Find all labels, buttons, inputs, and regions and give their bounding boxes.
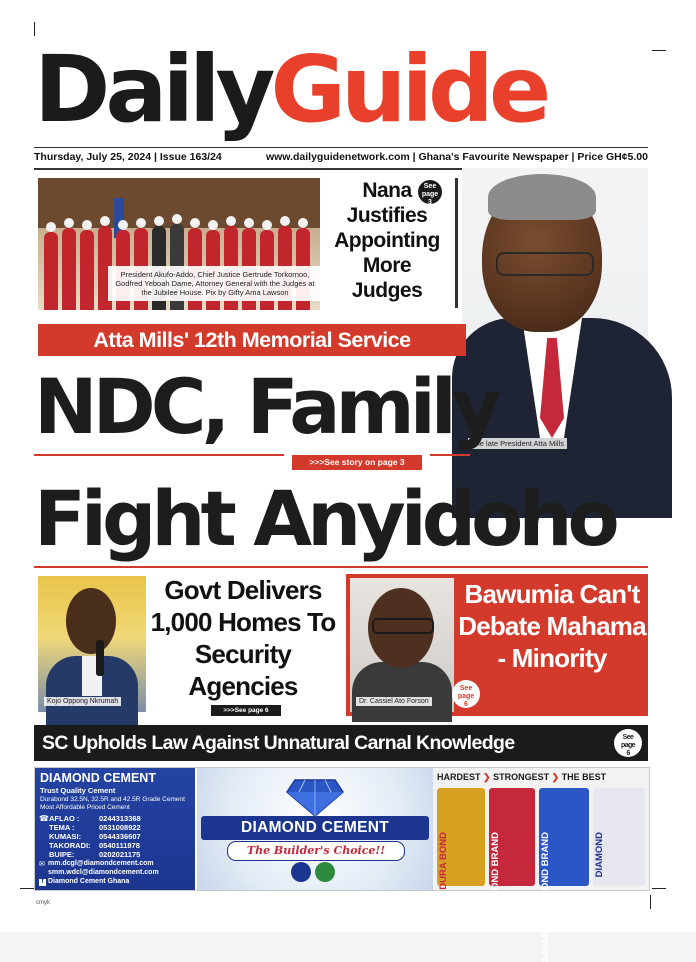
bag-label: DIAMOND BRAND bbox=[490, 832, 501, 915]
badge-page: page bbox=[621, 742, 635, 749]
crop-mark bbox=[34, 22, 35, 36]
phone-city: TAKORADI: bbox=[49, 841, 91, 850]
see-page-badge bbox=[418, 180, 442, 204]
advert-email[interactable]: mm.dcgl@diamondcement.com bbox=[48, 860, 154, 867]
phone-city: BUIPE: bbox=[49, 850, 75, 859]
advert-logo-panel bbox=[197, 768, 433, 890]
atta-mills-caption: The late President Atta Mills bbox=[468, 438, 567, 449]
tag-strongest: STRONGEST bbox=[493, 772, 550, 782]
judge-figure bbox=[62, 228, 76, 310]
person-body bbox=[352, 662, 452, 722]
headline-rule bbox=[34, 454, 284, 456]
glasses bbox=[372, 618, 434, 634]
tag-best: THE BEST bbox=[561, 772, 607, 782]
dateline bbox=[34, 147, 648, 166]
phone-number[interactable]: 0531008922 bbox=[99, 823, 141, 832]
cement-bag bbox=[593, 788, 645, 886]
section-rule bbox=[34, 566, 648, 568]
bag-label: SAVANNA DIAMOND BRAND bbox=[540, 832, 551, 962]
cement-bag bbox=[489, 788, 535, 915]
crop-mark bbox=[652, 888, 666, 889]
judges-photo bbox=[38, 178, 320, 310]
cement-bag bbox=[539, 788, 589, 962]
diamond-icon bbox=[285, 778, 345, 818]
strength-tagline bbox=[437, 772, 606, 783]
newspaper-logo bbox=[34, 36, 547, 143]
advert-grades: Durabond 32.5N, 32.5R and 42.5R Grade Cement bbox=[40, 796, 185, 803]
top-story-headline: Nana Justifies Appointing More Judges bbox=[334, 179, 440, 302]
badge-page: page bbox=[421, 191, 439, 198]
bawumia-headline: Bawumia Can't Debate Mahama - Minority bbox=[458, 579, 646, 673]
advert-afford: Most Affordable Priced Cement bbox=[40, 804, 130, 811]
phone-city: AFLAO : bbox=[49, 814, 80, 823]
badge-num: 6 bbox=[464, 701, 468, 708]
see-page-badge bbox=[614, 729, 642, 757]
phone-city: KUMASI: bbox=[49, 832, 82, 841]
advert-email[interactable]: smm.wdcl@diamondcement.com bbox=[48, 869, 159, 876]
sc-headline: SC Upholds Law Against Unnatural Carnal Knowledge bbox=[42, 732, 515, 754]
lead-kicker: Atta Mills' 12th Memorial Service bbox=[38, 324, 466, 356]
phone-number[interactable]: 0244313368 bbox=[99, 814, 141, 823]
logo-guide: Guide bbox=[270, 36, 547, 143]
see-page-badge bbox=[452, 680, 480, 708]
advert-banner: DIAMOND CEMENT bbox=[201, 816, 429, 840]
see-page-link[interactable]: >>>See page 6 bbox=[211, 705, 281, 716]
crop-mark bbox=[20, 888, 34, 889]
badge-page: page bbox=[457, 693, 475, 700]
cert-badge-icon bbox=[291, 862, 311, 882]
cert-badge-icon bbox=[315, 862, 335, 882]
see-story-link[interactable]: >>>See story on page 3 bbox=[292, 455, 422, 470]
crop-mark bbox=[650, 895, 651, 909]
judges-photo-caption: President Akufo-Addo, Chief Justice Gertrude Torkornoo, Godfred Yeboah Dame, Attorney General with the Judges at the Jubilee House. Pix by Gifty Ama Lawson bbox=[108, 266, 322, 301]
kojo-oppong-nkrumah-photo bbox=[38, 576, 146, 712]
bag-label: DURA BOND bbox=[438, 832, 449, 890]
website-price: www.dailyguidenetwork.com | Ghana's Favourite Newspaper | Price GH¢5.00 bbox=[265, 151, 648, 163]
badge-see: See bbox=[423, 183, 437, 190]
tag-hardest: HARDEST bbox=[437, 772, 481, 782]
email-icon: ✉ bbox=[39, 861, 45, 868]
phone-city: TEMA : bbox=[49, 823, 75, 832]
govt-headline: Govt Delivers 1,000 Homes To Security Agencies bbox=[150, 575, 336, 701]
badge-see: See bbox=[622, 734, 634, 741]
lead-headline-line2: Fight Anyidoho bbox=[34, 474, 615, 563]
advert-tagline: Trust Quality Cement bbox=[40, 786, 116, 795]
advert-product-panel bbox=[433, 768, 649, 962]
advert-slogan: The Builder's Choice!! bbox=[227, 841, 405, 861]
masthead bbox=[34, 36, 664, 143]
sc-story-bar bbox=[34, 725, 648, 761]
kojo-caption: Kojo Oppong Nkrumah bbox=[44, 697, 121, 706]
badge-num: 6 bbox=[626, 750, 630, 757]
date-issue: Thursday, July 25, 2024 | Issue 163/24 bbox=[34, 151, 222, 163]
cassiel-caption: Dr. Cassiel Ato Forson bbox=[356, 697, 432, 706]
print-code: cmyk bbox=[36, 900, 50, 906]
phone-icon: ☎ bbox=[39, 814, 49, 823]
badge-num: 3 bbox=[428, 199, 432, 206]
arrow-icon: ❯ bbox=[549, 772, 562, 782]
cement-bag bbox=[437, 788, 485, 890]
judge-figure bbox=[44, 232, 58, 310]
facebook-icon: f bbox=[39, 879, 46, 886]
person-head bbox=[66, 588, 116, 654]
phone-number[interactable]: 0202021175 bbox=[99, 850, 141, 859]
cassiel-ato-forson-photo bbox=[350, 578, 454, 712]
microphone bbox=[96, 640, 104, 676]
lead-headline-line1: NDC, Family bbox=[34, 362, 497, 451]
headline-rule bbox=[430, 454, 470, 456]
logo-daily: Daily bbox=[34, 36, 271, 143]
advert-brand: DIAMOND CEMENT bbox=[40, 771, 156, 785]
bag-label: DIAMOND bbox=[594, 832, 605, 878]
column-divider bbox=[455, 178, 458, 308]
judge-figure bbox=[80, 230, 94, 310]
advert-facebook[interactable]: Diamond Cement Ghana bbox=[48, 878, 130, 885]
phone-number[interactable]: 0540111978 bbox=[99, 841, 140, 850]
advert-contact-panel bbox=[35, 768, 195, 890]
phone-number[interactable]: 0544336607 bbox=[99, 832, 141, 841]
hair bbox=[488, 174, 596, 220]
arrow-icon: ❯ bbox=[480, 772, 494, 782]
glasses bbox=[496, 252, 594, 276]
badge-see: See bbox=[459, 685, 473, 692]
